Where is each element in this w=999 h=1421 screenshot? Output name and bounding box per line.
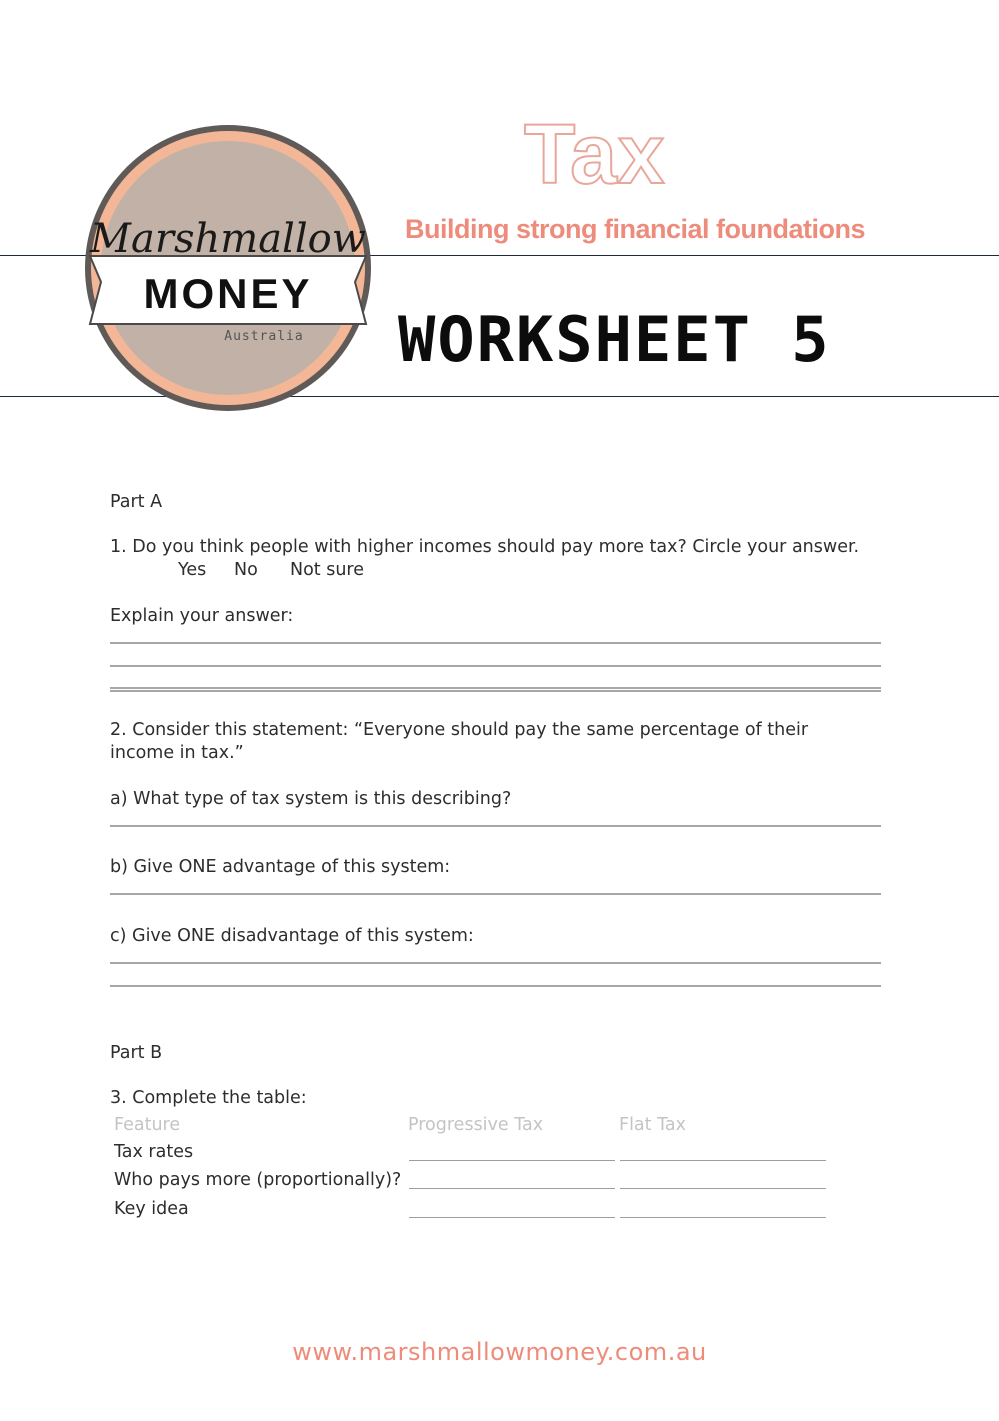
answer-line[interactable] [110,825,881,827]
answer-line[interactable] [110,985,881,987]
explain-prompt: Explain your answer: [110,606,294,626]
answer-line[interactable] [110,962,881,964]
question-2-line1: 2. Consider this statement: “Everyone should pay the same percentage of their [110,720,809,740]
marshmallow-money-logo [72,120,384,420]
table-blank-progressive[interactable] [409,1217,615,1219]
option-not-sure[interactable]: Not sure [290,560,365,580]
table-header-flat: Flat Tax [619,1115,686,1135]
tagline: Building strong financial foundations [405,214,865,244]
footer-url[interactable]: www.marshmallowmoney.com.au [292,1338,707,1366]
answer-line[interactable] [110,642,881,644]
table-row-label: Who pays more (proportionally)? [114,1170,402,1190]
table-blank-flat[interactable] [620,1160,826,1162]
table-header-feature: Feature [114,1115,181,1135]
part-b-heading: Part B [110,1043,163,1063]
table-row-label: Tax rates [114,1142,194,1162]
table-blank-flat[interactable] [620,1217,826,1219]
option-yes[interactable]: Yes [178,560,207,580]
page-title: Tax [524,107,666,201]
logo-script-text: Marshmallow [90,216,366,262]
worksheet-title: WORKSHEET 5 [398,303,831,376]
question-2a: a) What type of tax system is this describing? [110,789,512,809]
question-2b: b) Give ONE advantage of this system: [110,857,451,877]
table-blank-flat[interactable] [620,1188,826,1190]
part-a-heading: Part A [110,492,163,512]
question-1: 1. Do you think people with higher incomes should pay more tax? Circle your answer. [110,537,860,557]
table-blank-progressive[interactable] [409,1160,615,1162]
question-3: 3. Complete the table: [110,1088,307,1108]
logo-country-text: Australia [224,329,304,344]
answer-line[interactable] [110,665,881,667]
logo-money-text: MONEY [143,270,313,317]
table-header-progressive: Progressive Tax [408,1115,544,1135]
answer-line[interactable] [110,690,881,692]
answer-line[interactable] [110,687,881,689]
answer-line[interactable] [110,893,881,895]
question-2-line2: income in tax.” [110,743,244,763]
question-2c: c) Give ONE disadvantage of this system: [110,926,474,946]
table-row-label: Key idea [114,1199,189,1219]
table-blank-progressive[interactable] [409,1188,615,1190]
option-no[interactable]: No [234,560,258,580]
